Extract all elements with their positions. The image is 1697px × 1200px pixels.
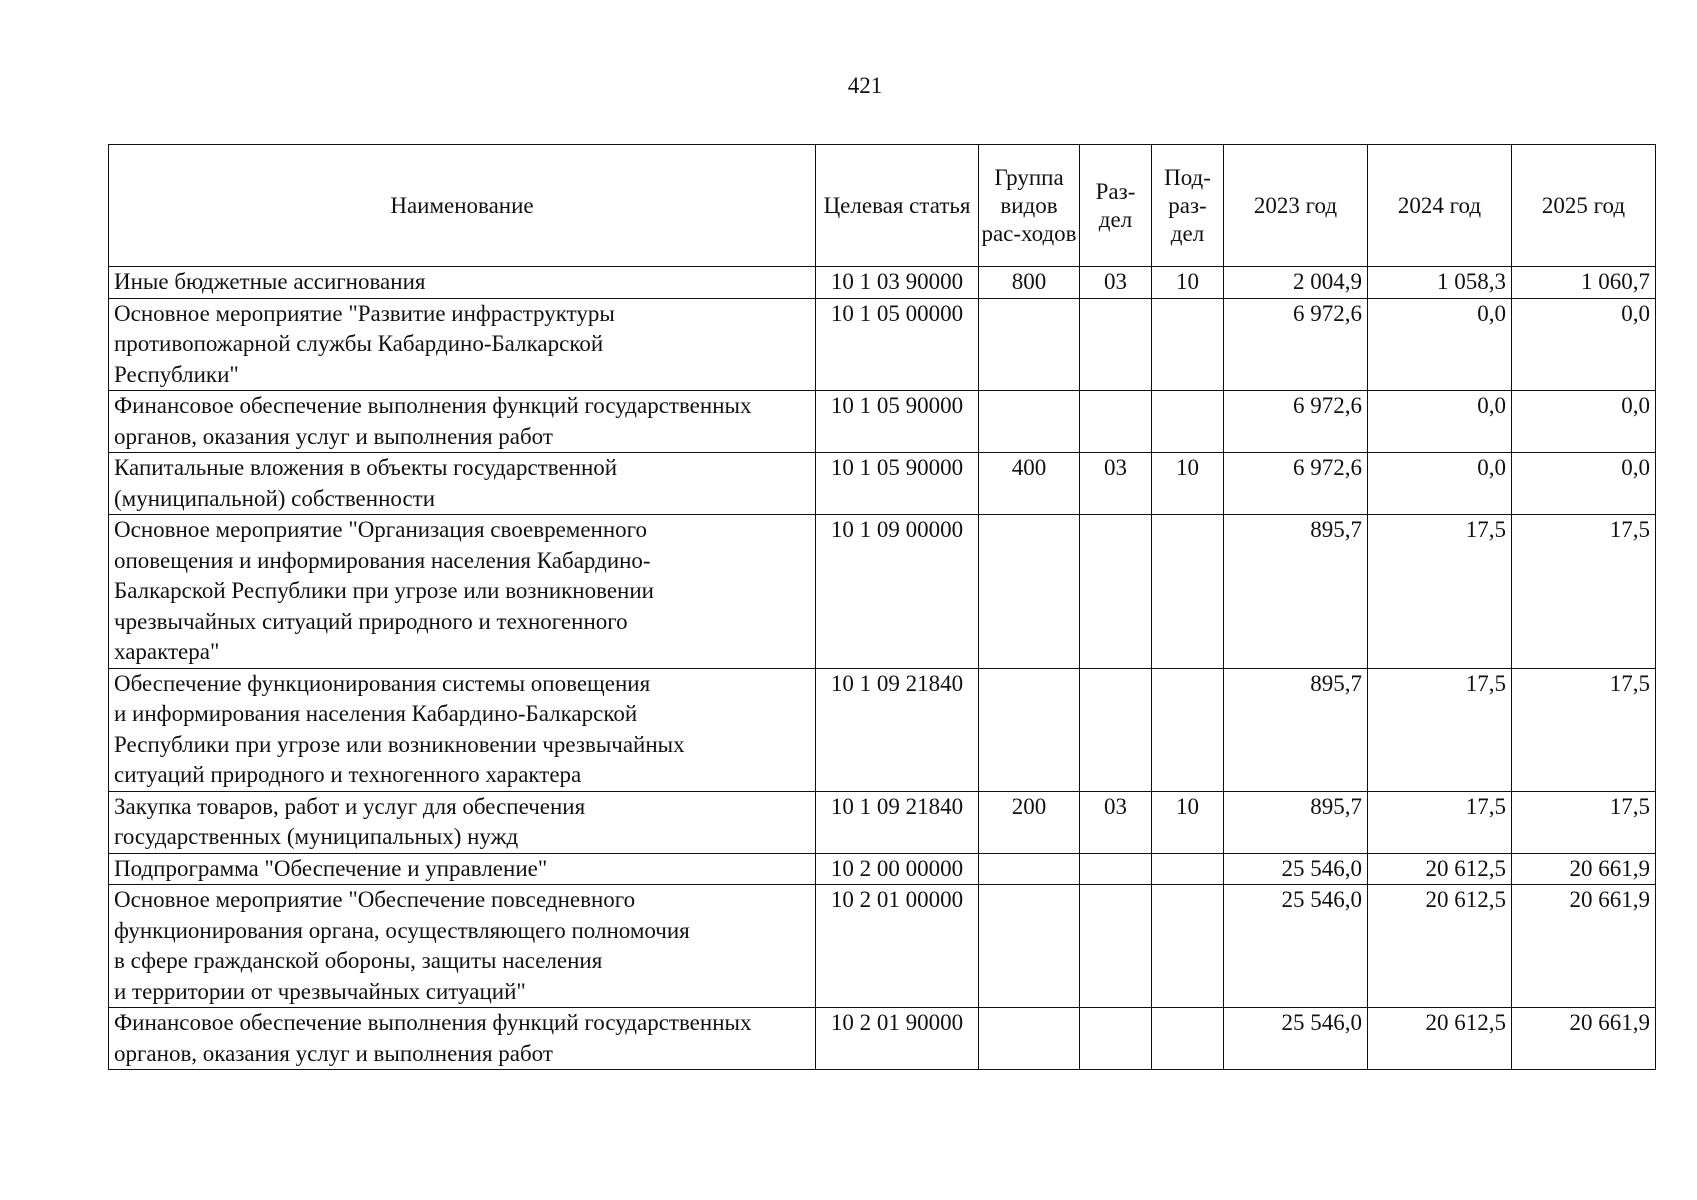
cell-target-article: 10 2 01 00000 (816, 885, 979, 1008)
cell-year-2024: 17,5 (1368, 791, 1512, 853)
cell-subsection: 10 (1152, 791, 1224, 853)
cell-name: Финансовое обеспечение выполнения функций государственных органов, оказания услуг и выполнения работ (109, 1008, 816, 1070)
cell-year-2025: 20 661,9 (1512, 853, 1656, 885)
cell-subsection (1152, 298, 1224, 391)
cell-section: 03 (1080, 453, 1152, 515)
cell-year-2025: 1 060,7 (1512, 267, 1656, 299)
cell-subsection (1152, 853, 1224, 885)
cell-expense-group: 400 (979, 453, 1080, 515)
header-year-2025: 2025 год (1512, 145, 1656, 267)
cell-year-2024: 1 058,3 (1368, 267, 1512, 299)
header-name: Наименование (109, 145, 816, 267)
cell-year-2023: 2 004,9 (1224, 267, 1368, 299)
cell-section (1080, 668, 1152, 791)
table-row (109, 853, 1656, 885)
cell-name: Основное мероприятие "Обеспечение повседневного функционирования органа, осуществляющего полномочия в сфере гражданской обороны, защиты населения и территории от чрезвычайных ситуаций" (109, 885, 816, 1008)
cell-year-2025: 0,0 (1512, 453, 1656, 515)
cell-target-article: 10 1 05 90000 (816, 453, 979, 515)
cell-year-2023: 895,7 (1224, 668, 1368, 791)
cell-year-2025: 20 661,9 (1512, 1008, 1656, 1070)
cell-section (1080, 515, 1152, 669)
cell-year-2024: 17,5 (1368, 668, 1512, 791)
cell-section (1080, 298, 1152, 391)
header-expense-group: Группа видов рас-ходов (979, 145, 1080, 267)
cell-year-2023: 25 546,0 (1224, 1008, 1368, 1070)
cell-name: Подпрограмма "Обеспечение и управление" (109, 853, 816, 885)
cell-name: Финансовое обеспечение выполнения функций государственных органов, оказания услуг и выполнения работ (109, 391, 816, 453)
cell-year-2024: 0,0 (1368, 298, 1512, 391)
cell-expense-group (979, 1008, 1080, 1070)
table-row (109, 885, 1656, 1008)
cell-year-2025: 17,5 (1512, 791, 1656, 853)
cell-expense-group (979, 668, 1080, 791)
cell-subsection (1152, 885, 1224, 1008)
table-row (109, 791, 1656, 853)
table-row (109, 267, 1656, 299)
cell-year-2025: 20 661,9 (1512, 885, 1656, 1008)
cell-expense-group: 200 (979, 791, 1080, 853)
cell-year-2023: 6 972,6 (1224, 391, 1368, 453)
cell-year-2023: 895,7 (1224, 515, 1368, 669)
cell-expense-group (979, 853, 1080, 885)
table-body (109, 267, 1656, 1070)
header-section: Раз-дел (1080, 145, 1152, 267)
cell-target-article: 10 1 09 21840 (816, 791, 979, 853)
cell-year-2025: 0,0 (1512, 391, 1656, 453)
table-row (109, 391, 1656, 453)
cell-year-2024: 20 612,5 (1368, 1008, 1512, 1070)
table-row (109, 1008, 1656, 1070)
cell-section: 03 (1080, 267, 1152, 299)
cell-section (1080, 391, 1152, 453)
cell-year-2023: 895,7 (1224, 791, 1368, 853)
cell-name: Обеспечение функционирования системы оповещения и информирования населения Кабардино-Балкарской Республики при угрозе или возникновении чрезвычайных ситуаций природного и техногенного характера (109, 668, 816, 791)
cell-target-article: 10 1 05 90000 (816, 391, 979, 453)
cell-section: 03 (1080, 791, 1152, 853)
cell-name: Основное мероприятие "Развитие инфраструктуры противопожарной службы Кабардино-Балкарской Республики" (109, 298, 816, 391)
cell-subsection: 10 (1152, 267, 1224, 299)
cell-subsection (1152, 515, 1224, 669)
cell-year-2025: 17,5 (1512, 515, 1656, 669)
cell-year-2024: 17,5 (1368, 515, 1512, 669)
cell-subsection (1152, 668, 1224, 791)
cell-expense-group (979, 885, 1080, 1008)
cell-expense-group (979, 298, 1080, 391)
header-year-2024: 2024 год (1368, 145, 1512, 267)
cell-year-2023: 25 546,0 (1224, 853, 1368, 885)
table-header-row (109, 145, 1656, 267)
header-subsection: Под-раз-дел (1152, 145, 1224, 267)
cell-section (1080, 885, 1152, 1008)
cell-year-2024: 0,0 (1368, 391, 1512, 453)
cell-target-article: 10 1 03 90000 (816, 267, 979, 299)
cell-target-article: 10 2 01 90000 (816, 1008, 979, 1070)
page-number: 421 (847, 73, 883, 98)
table-row (109, 298, 1656, 391)
cell-year-2025: 0,0 (1512, 298, 1656, 391)
table-row (109, 515, 1656, 669)
cell-name: Иные бюджетные ассигнования (109, 267, 816, 299)
cell-year-2023: 6 972,6 (1224, 453, 1368, 515)
cell-subsection: 10 (1152, 453, 1224, 515)
cell-target-article: 10 1 09 21840 (816, 668, 979, 791)
cell-section (1080, 853, 1152, 885)
table-row (109, 668, 1656, 791)
cell-subsection (1152, 391, 1224, 453)
cell-target-article: 10 1 05 00000 (816, 298, 979, 391)
cell-year-2025: 17,5 (1512, 668, 1656, 791)
cell-target-article: 10 2 00 00000 (816, 853, 979, 885)
cell-expense-group (979, 515, 1080, 669)
budget-table (108, 144, 1656, 1070)
cell-expense-group (979, 391, 1080, 453)
cell-year-2024: 0,0 (1368, 453, 1512, 515)
cell-name: Закупка товаров, работ и услуг для обеспечения государственных (муниципальных) нужд (109, 791, 816, 853)
cell-name: Основное мероприятие "Организация своевременного оповещения и информирования населения Кабардино- Балкарской Республики при угрозе или возникновении чрезвычайных ситуаций природного и техногенного характера" (109, 515, 816, 669)
table-row (109, 453, 1656, 515)
cell-section (1080, 1008, 1152, 1070)
cell-year-2023: 6 972,6 (1224, 298, 1368, 391)
cell-year-2023: 25 546,0 (1224, 885, 1368, 1008)
cell-subsection (1152, 1008, 1224, 1070)
header-target-article: Целевая статья (816, 145, 979, 267)
cell-name: Капитальные вложения в объекты государственной (муниципальной) собственности (109, 453, 816, 515)
cell-year-2024: 20 612,5 (1368, 885, 1512, 1008)
cell-year-2024: 20 612,5 (1368, 853, 1512, 885)
cell-target-article: 10 1 09 00000 (816, 515, 979, 669)
header-year-2023: 2023 год (1224, 145, 1368, 267)
cell-expense-group: 800 (979, 267, 1080, 299)
